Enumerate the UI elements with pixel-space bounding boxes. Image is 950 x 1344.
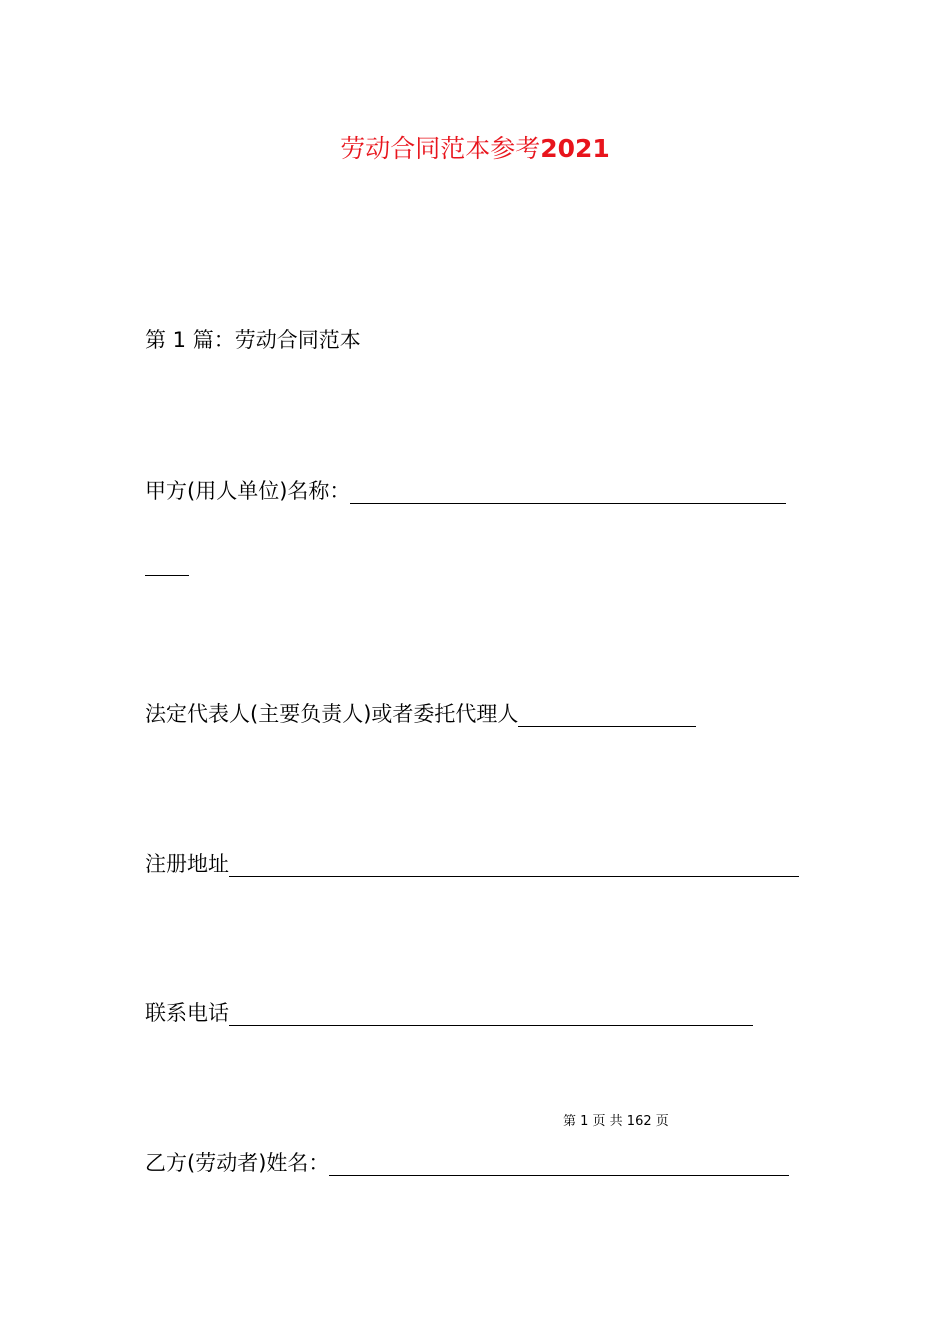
party-a-name-blank[interactable] bbox=[350, 479, 786, 504]
section-heading bbox=[145, 325, 361, 355]
registered-address-blank[interactable] bbox=[229, 852, 799, 877]
phone-row bbox=[145, 998, 753, 1028]
legal-rep-label: 法定代表人(主要负责人)或者委托代理人 bbox=[145, 702, 519, 726]
registered-address-label: 注册地址 bbox=[145, 852, 229, 876]
document-title-text: 劳动合同范本参考 bbox=[340, 134, 541, 163]
party-a-name-label: 甲方(用人单位)名称： bbox=[145, 479, 351, 503]
party-b-name-row bbox=[145, 1148, 789, 1178]
page-indicator: 第 1 页 共 162 页 bbox=[563, 1114, 669, 1129]
party-a-name-row bbox=[145, 476, 786, 506]
phone-label: 联系电话 bbox=[145, 1001, 229, 1025]
party-b-name-blank[interactable] bbox=[329, 1151, 789, 1176]
document-title-year: 2021 bbox=[540, 134, 610, 163]
registered-address-row bbox=[145, 849, 799, 879]
section-heading-text: 第 1 篇：劳动合同范本 bbox=[145, 328, 361, 352]
legal-rep-row bbox=[145, 699, 696, 729]
legal-rep-blank[interactable] bbox=[518, 702, 696, 727]
document-title bbox=[0, 132, 950, 166]
phone-blank[interactable] bbox=[229, 1001, 753, 1026]
party-b-name-label: 乙方(劳动者)姓名： bbox=[145, 1151, 330, 1175]
party-a-name-blank-continuation[interactable] bbox=[145, 551, 189, 576]
party-a-name-continuation-row bbox=[145, 551, 189, 578]
